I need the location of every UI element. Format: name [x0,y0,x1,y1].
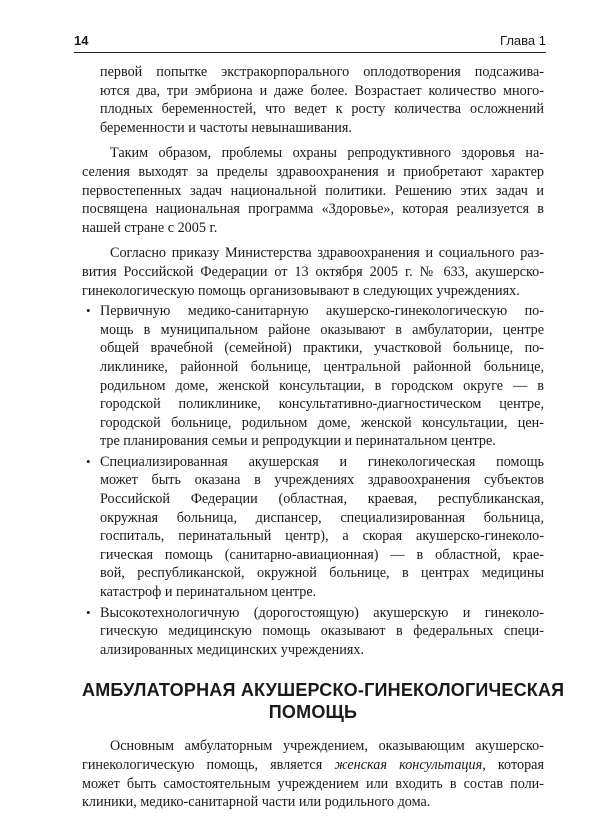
text-line: первостепенных задач национальной политики. Решению этих задач и [82,182,544,199]
text-line: может быть самостоятельным учреждением или входить в состав поли- [82,775,544,792]
list-item [82,302,544,451]
paragraph-national-program [82,144,544,237]
text-line: вития Российской Федерации от 13 октября 2005 г. № 633, акушерско- [82,263,544,280]
section-heading-line: АМБУЛАТОРНАЯ АКУШЕРСКО-ГИНЕКОЛОГИЧЕСКАЯ [82,680,565,701]
text-line: городской поликлинике, консультативно-диагностическом центре, [100,396,544,413]
list-item [82,453,544,602]
text-line: мощь в муниципальном районе оказывают в амбулатории, центре [100,321,544,338]
list-item [82,604,544,660]
section-heading-line: ПОМОЩЬ [268,702,358,723]
text-line: нашей стране с 2005 г. [82,219,218,236]
text-line: Высокотехнологичную (дорогостоящую) акушерскую и гинеколо- [100,604,544,621]
text-line: городской больнице, родильном доме, женской консультации, цен- [100,414,544,431]
paragraph-womens-consultation [82,737,544,811]
text-line: может быть оказана в учреждениях здравоохранения субъектов [100,472,544,489]
page-number: 14 [74,33,89,48]
text-line: плодных беременностей, что ведет к росту количества осложнений [100,101,544,118]
page-body [82,63,565,819]
bullet-icon: • [86,604,91,620]
text-line: Таким образом, проблемы охраны репродуктивного здоровья на- [110,145,544,162]
text-fragment: , которая [482,757,544,773]
text-line: первой попытке экстракорпорального оплодотворения подсажива- [100,64,544,80]
text-line: родильном доме, женской консультации, в городском округе — в [100,377,544,394]
text-fragment: гинекологическую помощь, является [82,757,335,773]
text-line: Основным амбулаторным учреждением, оказывающим акушерско- [110,738,544,755]
text-line: гическую медицинскую помощь оказывают в федеральных специ- [100,623,544,640]
section-heading [82,679,565,723]
text-line [82,756,544,775]
continuation-paragraph [82,63,544,137]
text-line: ются два, три эмбриона и даже более. Возрастает количество много- [100,82,544,99]
text-line: общей врачебной (семейной) практики, участковой больнице, по- [100,340,544,357]
text-line: ликлинике, районной больнице, центральной районной больнице, [100,358,544,375]
text-line: окружная больница, диспансер, специализированная больница, [100,509,544,526]
text-line: Согласно приказу Министерства здравоохранения и социального раз- [110,245,544,262]
text-line: гинекологическую помощь организовывают в следующих учреждениях. [82,282,520,299]
institutions-list [82,302,544,659]
text-line: гическая помощь (санитарно-авиационная) — в областной, крае- [100,546,544,563]
text-line: Первичную медико-санитарную акушерско-гинекологическую по- [100,303,544,320]
emphasized-term: женская консультация [334,757,483,773]
bullet-icon: • [86,453,91,469]
text-line: клиники, медико-санитарной части или родильного дома. [82,794,431,811]
text-line: катастроф и перинатальном центре. [100,584,317,601]
text-line: тре планирования семьи и репродукции и перинатальном центре. [100,433,496,450]
text-line: беременности и частоты невынашивания. [100,119,352,136]
chapter-label: Глава 1 [500,33,546,48]
text-line: посвящена национальная программа «Здоровье», которая реализуется в [82,201,544,218]
paragraph-ministry-order [82,244,544,300]
text-line: Российской Федерации (областная, краевая, республиканская, [100,491,544,508]
page-header [74,30,546,53]
text-line: селения выходят за пределы здравоохранения и приобретают характер [82,163,544,180]
text-line: ализированных медицинских учреждениях. [100,641,365,658]
text-line: Специализированная акушерская и гинекологическая помощь [100,453,544,470]
text-line: вой, республиканской, окружной больнице, в центрах медицины [100,565,544,582]
text-line: госпиталь, перинатальный центр), а скорая акушерско-гинеколо- [100,528,544,545]
bullet-icon: • [86,303,91,319]
